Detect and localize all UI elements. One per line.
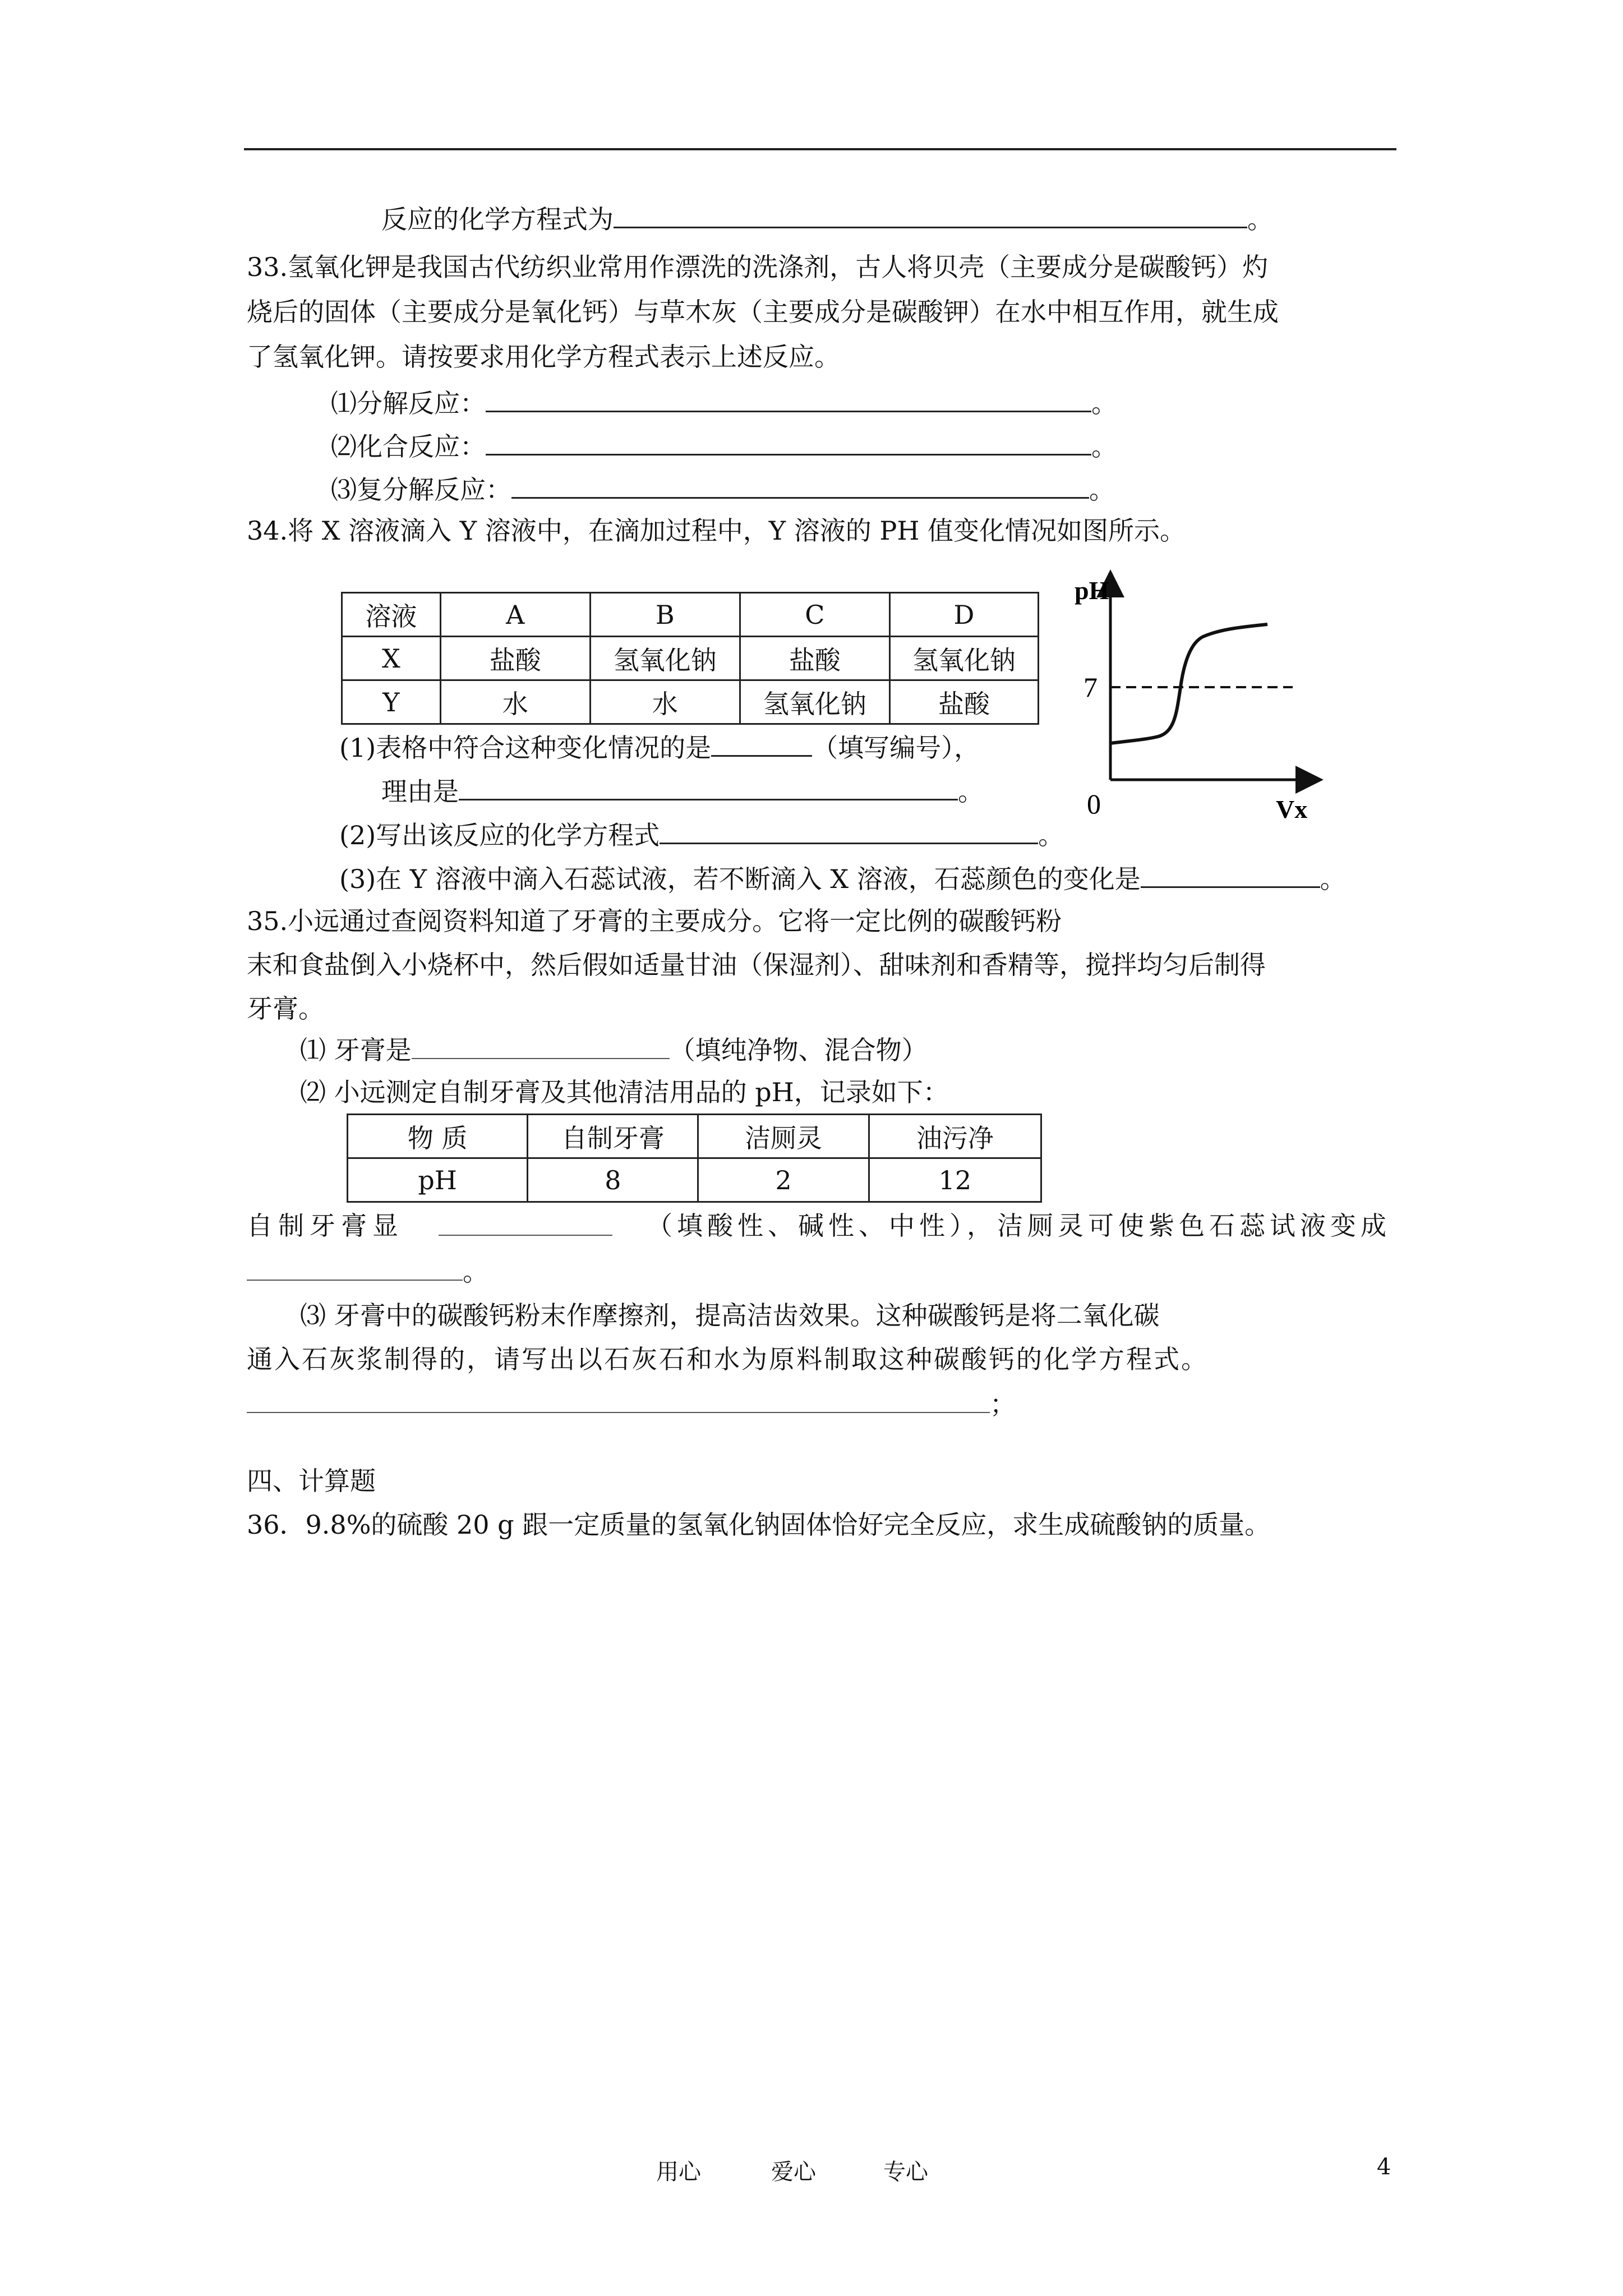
q35-intro-2: 末和食盐倒入小烧杯中，然后假如适量甘油（保湿剂）、甜味剂和香精等，搅拌均匀后制得 (247, 950, 1266, 980)
ph-curve-graph (1054, 567, 1324, 830)
q34-answer-blank-choice[interactable] (711, 729, 812, 757)
q33-item-3: ⑶复分解反应： 。 (331, 471, 1115, 507)
q32-label: 反应的化学方程式为 (381, 204, 614, 234)
origin-label: 0 (1087, 788, 1101, 820)
table-cell: 盐酸 (889, 680, 1038, 724)
table-header-cell: A (440, 593, 590, 637)
q36-text: 36．9.8%的硫酸 20 g 跟一定质量的氢氧化钠固体恰好完全反应，求生成硫酸钠的质量。 (247, 1510, 1271, 1540)
table-cell: 12 (869, 1158, 1041, 1202)
q35-intro-3: 牙膏。 (247, 993, 324, 1024)
table-cell: Y (342, 680, 441, 724)
table-header-cell: 溶液 (342, 593, 441, 637)
table-header-cell: 油污净 (869, 1115, 1041, 1158)
footer-slogan-1: 用心 (656, 2159, 701, 2185)
footer-slogan-2: 爱心 (771, 2159, 816, 2185)
q35-sub3-line1: ⑶ 牙膏中的碳酸钙粉末作摩擦剂，提高洁齿效果。这种碳酸钙是将二氧化碳 (300, 1300, 1160, 1331)
ph-curve (1110, 624, 1267, 743)
q33-answer-blank-1[interactable] (486, 385, 1091, 412)
section4-title: 四、计算题 (247, 1466, 376, 1496)
q34-answer-blank-reason[interactable] (459, 773, 958, 800)
q34-sub3: (3)在 Y 溶液中滴入石蕊试液，若不断滴入 X 溶液，石蕊颜色的变化是 。 (339, 861, 1346, 896)
q32-answer-blank[interactable] (614, 201, 1247, 228)
q35-answer-blank-equation[interactable] (247, 1386, 990, 1413)
q34-answer-blank-color[interactable] (1141, 861, 1320, 888)
q35-intro-1: 35.小远通过查阅资料知道了牙膏的主要成分。它将一定比例的碳酸钙粉 (247, 906, 1062, 936)
q35-answer-blank-color[interactable] (247, 1254, 463, 1281)
q35-ph-table (347, 1114, 1042, 1203)
q35-sub1: ⑴ 牙膏是 （填纯净物、混合物） (300, 1032, 928, 1067)
q34-sub1-line1: (1)表格中符合这种变化情况的是 （填写编号）， (339, 729, 980, 765)
table-cell: 氢氧化钠 (740, 680, 889, 724)
table-header-cell: B (590, 593, 740, 637)
q33-intro-2: 烧后的固体（主要成分是氧化钙）与草木灰（主要成分是碳酸钾）在水中相互作用，就生成 (247, 297, 1279, 327)
q35-sub2: ⑵ 小远测定自制牙膏及其他清洁用品的 pH，记录如下： (300, 1077, 949, 1107)
q35-sub3-line2: 通入石灰浆制得的，请写出以石灰石和水为原料制取这种碳酸钙的化学方程式。 (247, 1344, 1209, 1374)
x-axis-label: Vx (1276, 795, 1308, 823)
q35-answer-blank-purity[interactable] (412, 1032, 670, 1059)
q34-sub1-line2: 理由是 。 (381, 773, 984, 808)
table-cell: X (342, 637, 441, 680)
ref-value-label: 7 (1083, 671, 1098, 703)
q32-equation-line: 反应的化学方程式为 。 (381, 201, 1273, 236)
table-cell: 水 (590, 680, 740, 724)
q33-item-2: ⑵化合反应： 。 (331, 428, 1117, 463)
table-header-cell: C (740, 593, 889, 637)
table-header-cell: 洁厕灵 (698, 1115, 869, 1158)
y-axis-label: pH (1075, 576, 1109, 605)
table-header-cell: D (889, 593, 1038, 637)
q33-intro-1: 33.氢氧化钾是我国古代纺织业常用作漂洗的洗涤剂，古人将贝壳（主要成分是碳酸钙）灼 (247, 252, 1269, 282)
q34-solution-table (341, 592, 1039, 725)
q35-property-line: 自制牙膏显 （填酸性、碱性、中性），洁厕灵可使紫色石蕊试液变成 (247, 1209, 1391, 1243)
q33-answer-blank-2[interactable] (486, 428, 1091, 455)
q34-sub2: (2)写出该反应的化学方程式 。 (339, 817, 1064, 852)
q33-answer-blank-3[interactable] (511, 471, 1089, 499)
table-cell: 8 (528, 1158, 698, 1202)
q35-answer-blank-property[interactable] (439, 1209, 612, 1236)
table-cell: 2 (698, 1158, 869, 1202)
header-rule (244, 148, 1396, 150)
q35-color-line: 。 (247, 1254, 488, 1289)
q35-sub3-answer-line: ； (247, 1386, 1016, 1421)
q34-intro: 34.将 X 溶液滴入 Y 溶液中，在滴加过程中，Y 溶液的 PH 值变化情况如图所示。 (247, 516, 1186, 546)
table-cell: pH (348, 1158, 528, 1202)
q33-intro-3: 了氢氧化钾。请按要求用化学方程式表示上述反应。 (247, 342, 840, 372)
q33-item-1: ⑴分解反应： 。 (331, 385, 1117, 420)
q34-answer-blank-equation[interactable] (660, 817, 1038, 844)
table-cell: 氢氧化钠 (590, 637, 740, 680)
table-cell: 水 (440, 680, 590, 724)
table-header-cell: 物 质 (348, 1115, 528, 1158)
table-header-cell: 自制牙膏 (528, 1115, 698, 1158)
page-number: 4 (1377, 2154, 1391, 2180)
footer-slogan-3: 专心 (883, 2159, 928, 2185)
table-cell: 盐酸 (740, 637, 889, 680)
table-cell: 氢氧化钠 (889, 637, 1038, 680)
table-cell: 盐酸 (440, 637, 590, 680)
